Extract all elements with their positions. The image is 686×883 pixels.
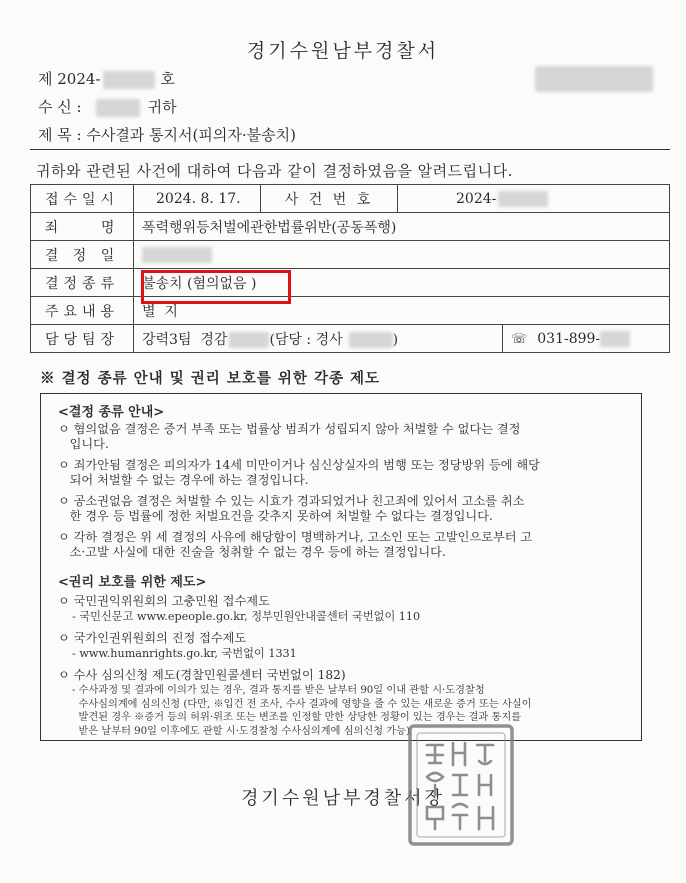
recipient-suffix: 귀하 (147, 98, 177, 116)
issuer-name: 경기수원남부경찰서장 (241, 788, 445, 809)
redacted-case-number (498, 191, 548, 207)
guide-heading: ※ 결정 종류 안내 및 권리 보호를 위한 각종 제도 (40, 370, 381, 387)
guide-item: ㅇ 죄가안됨 결정은 피의자가 14세 미만이거나 심신상실자의 범행 또는 정당방위 등에 해당 되어 처벌할 수 없는 경우에 하는 결정입니다. (58, 458, 540, 487)
case-info-table (30, 184, 670, 353)
recipient-label: 수 신 : (38, 98, 82, 116)
redacted-officer-name (229, 332, 269, 348)
received-label: 접수일시 (31, 185, 134, 213)
redacted-phone (600, 331, 630, 347)
main-content-label: 주요내용 (31, 297, 134, 325)
phone-icon: ☏ (511, 331, 528, 347)
redacted-top-right (535, 66, 653, 92)
guide-item: ㅇ 혐의없음 결정은 증거 부족 또는 법률상 범죄가 성립되지 않아 처벌할 수 없다는 결정 입니다. (58, 422, 521, 451)
official-seal (407, 723, 515, 847)
decision-type-value: 불송치 (혐의없음 ) (134, 269, 670, 297)
table-row (31, 325, 670, 353)
charge-value: 폭력행위등처벌에관한법률위반(공동폭행) (134, 213, 670, 241)
header-divider (30, 149, 670, 150)
main-content-value: 별 지 (134, 297, 670, 325)
redacted-document-number (103, 71, 155, 89)
subject-line: 제 목 : 수사결과 통지서(피의자·불송치) (38, 126, 296, 144)
notice-text: 귀하와 관련된 사건에 대하여 다음과 같이 결정하였음을 알려드립니다. (36, 162, 513, 180)
rights-item-detail: - 국민신문고 www.epeople.go.kr, 정부민원안내콜센터 국번없이 110 (72, 610, 421, 623)
rights-item-head: ㅇ 국가인권위원회의 진정 접수제도 (58, 631, 247, 645)
decision-date-value (134, 241, 670, 269)
document-number-prefix: 제 2024- (38, 70, 101, 88)
rights-item-head: ㅇ 국민권익위원회의 고충민원 접수제도 (58, 594, 270, 608)
document-number-line (38, 68, 175, 89)
case-number-value: 2024- (398, 185, 670, 213)
decision-date-label: 결 정 일 (31, 241, 134, 269)
decision-types-title: <결정 종류 안내> (58, 405, 165, 420)
rights-item-head: ㅇ 수사 심의신청 제도(경찰민원콜센터 국번없이 182) (58, 668, 346, 682)
charge-label: 죄 명 (31, 213, 134, 241)
officer-label: 담당팀장 (31, 325, 134, 353)
case-number-label: 사 건 번 호 (261, 185, 398, 213)
decision-type-label: 결정종류 (31, 269, 134, 297)
redacted-recipient (96, 99, 140, 117)
recipient-line (38, 96, 177, 117)
rights-title: <권리 보호를 위한 제도> (58, 575, 207, 590)
rights-item-detail: - 수사과정 및 결과에 이의가 있는 경우, 결과 통지를 받은 날부터 90일 이내 관할 시·도경찰청 수사심의계에 심의신청 (다만, ※입건 전 조사, 수사 결과에 영향을 줄 수 있는 새로운 증거 또는 사실이 발견된 경우 ※증거 등의 허위·위조 또는 변조를 인정할 만한 상당한 정황이 있는 경우는 결과 통지를 받은 날부터 90일 이후에도 관할 시·도경찰청 수사심의계에 심의신청 가능) (72, 685, 532, 737)
document-number-suffix: 호 (160, 70, 176, 88)
decision-type-highlight (141, 270, 291, 304)
table-row (31, 213, 670, 241)
guide-item: ㅇ 각하 결정은 위 세 결정의 사유에 해당함이 명백하거나, 고소인 또는 고발인으로부터 고 소·고발 사실에 대한 진술을 청취할 수 없는 경우 등에 하는 결정입니다. (58, 530, 533, 559)
document-title: 경기수원남부경찰서 (246, 40, 440, 62)
rights-item-detail: - www.humanrights.go.kr, 국번없이 1331 (72, 647, 297, 660)
table-row (31, 269, 670, 297)
guide-item: ㅇ 공소권없음 결정은 처벌할 수 있는 시효가 경과되었거나 친고죄에 있어서 고소를 취소 한 경우 등 법률에 정한 처벌요건을 갖추지 못하여 처벌할 수 없다는 결정입니다. (58, 494, 525, 523)
officer-value: 강력3팀 경감 (담당 : 경사 ) (134, 325, 503, 353)
table-row (31, 241, 670, 269)
redacted-contact-name (349, 332, 393, 348)
redacted-decision-date (142, 247, 212, 263)
phone-cell: ☏ 031-899- (503, 325, 670, 353)
table-row (31, 297, 670, 325)
received-value: 2024. 8. 17. (134, 185, 261, 213)
table-row (31, 185, 670, 213)
